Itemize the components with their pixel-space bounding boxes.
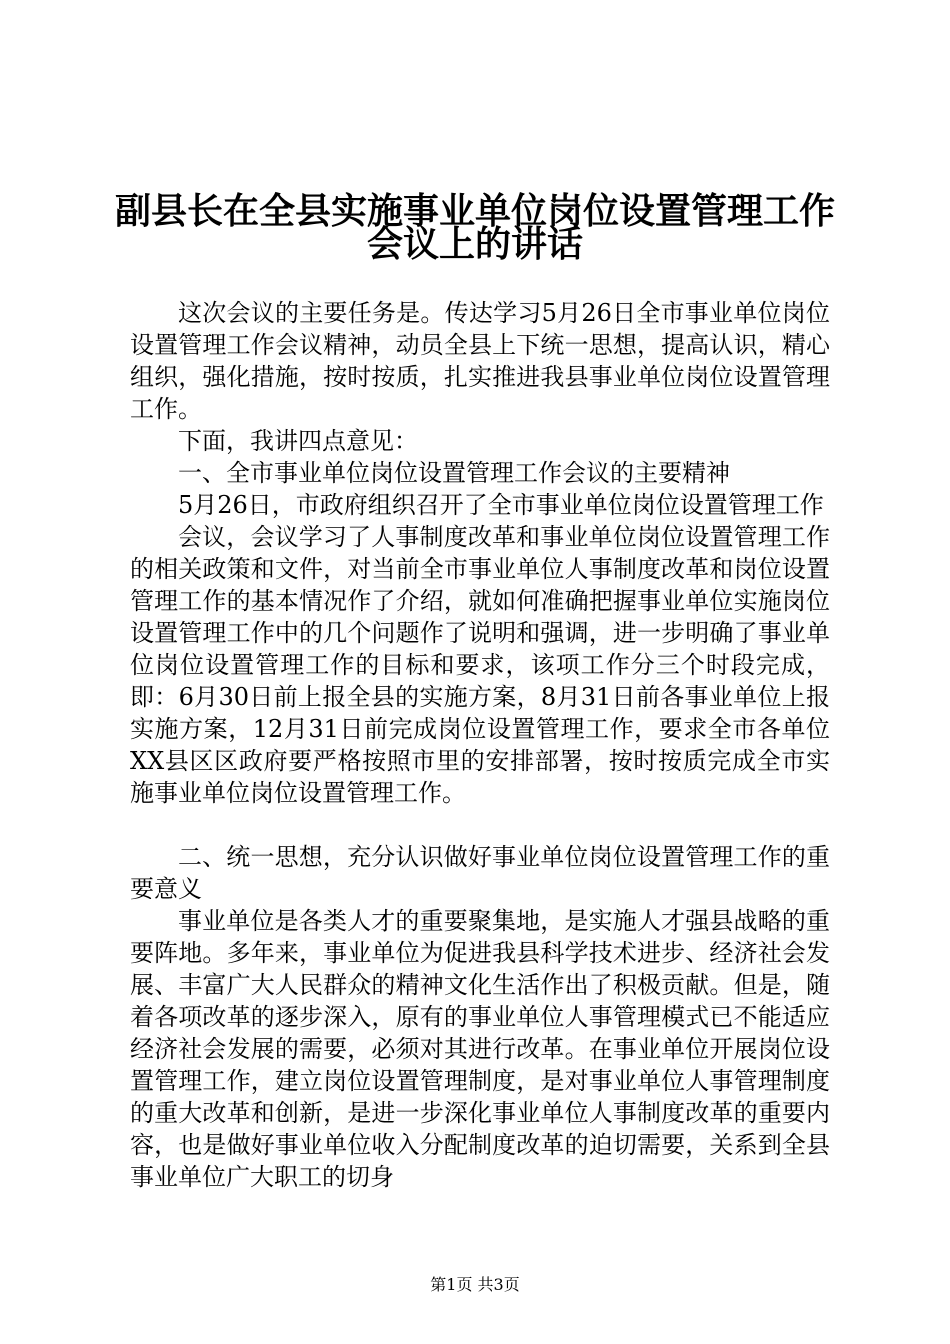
paragraph-intro: 这次会议的主要任务是。传达学习5月26日全市事业单位岗位设置管理工作会议精神，动员全县上下统一思想，提高认识，精心组织，强化措施，按时按质，扎实推进我县事业单位岗位设置管理工作。: [130, 299, 830, 423]
document-title-line-2: 会议上的讲话: [366, 223, 583, 265]
paragraph-significance: 事业单位是各类人才的重要聚集地，是实施人才强县战略的重要阵地。多年来，事业单位为促进我县科学技术进步、经济社会发展、丰富广大人民群众的精神文化生活作出了积极贡献。但是，随着各项改革的逐步深入，原有的事业单位人事管理模式已不能适应经济社会发展的需要，必须对其进行改革。在事业单位开展岗位设置管理工作，建立岗位设置管理制度，是对事业单位人事管理制度的重大改革和创新，是进一步深化事业单位人事制度改革的重要内容，也是做好事业单位收入分配制度改革的迫切需要，关系到全县事业单位广大职工的切身: [130, 907, 830, 1191]
paragraph-four-points: 下面，我讲四点意见：: [178, 427, 418, 455]
paragraph-meeting-date: 5月26日，市政府组织召开了全市事业单位岗位设置管理工作: [178, 491, 824, 519]
document-body: [130, 297, 830, 1193]
section-heading-2: 二、统一思想，充分认识做好事业单位岗位设置管理工作的重要意义: [130, 843, 830, 903]
section-heading-1: 一、全市事业单位岗位设置管理工作会议的主要精神: [178, 459, 730, 487]
page-footer: 第1页 共3页: [430, 1275, 520, 1294]
paragraph-meeting-content: 会议，会议学习了人事制度改革和事业单位岗位设置管理工作的相关政策和文件，对当前全市事业单位人事制度改革和岗位设置管理工作的基本情况作了介绍，就如何准确把握事业单位实施岗位设置管理工作中的几个问题作了说明和强调，进一步明确了事业单位岗位设置管理工作的目标和要求，该项工作分三个时段完成，即：6月30日前上报全县的实施方案，8月31日前各事业单位上报实施方案，12月31日前完成岗位设置管理工作，要求全市各单位XX县区区政府要严格按照市里的安排部署，按时按质完成全市实施事业单位岗位设置管理工作。: [130, 523, 830, 807]
document-title-line-1: 副县长在全县实施事业单位岗位设置管理工作: [114, 190, 835, 232]
